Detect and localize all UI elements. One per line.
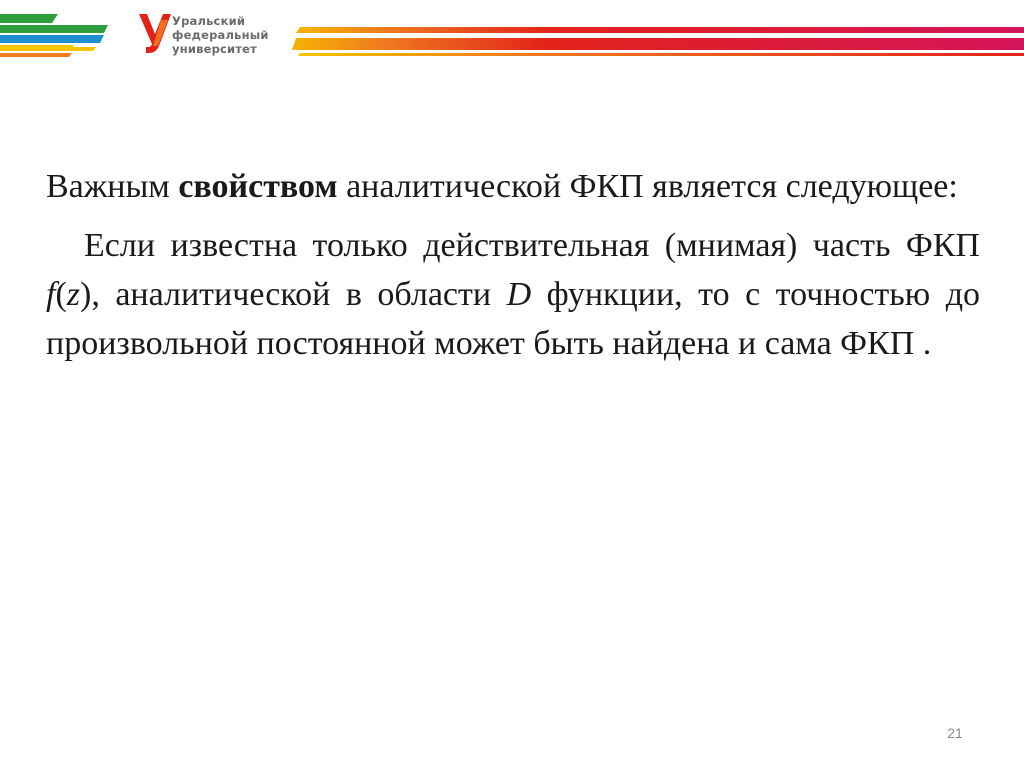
logo-mark-icon: [137, 12, 177, 54]
p2-paren-open: (: [55, 276, 67, 313]
header-banner: [0, 0, 1024, 80]
p2-text-2: ), аналитической в области: [80, 276, 507, 313]
logo-text: [172, 14, 269, 56]
paragraph-1: [46, 162, 980, 211]
page-number: 21: [947, 725, 963, 741]
p2-domain-d: D: [506, 276, 532, 313]
p1-bold-term: свойством: [178, 168, 338, 205]
slide-content: [46, 162, 980, 368]
logo-line-3: университет: [172, 42, 258, 56]
p2-function-f: f: [46, 276, 56, 313]
p2-variable-z: z: [66, 276, 81, 313]
logo-line-1: Уральский: [172, 14, 246, 28]
p1-text-start: Важным: [46, 168, 179, 205]
paragraph-2: [46, 221, 980, 368]
p1-text-end: аналитической ФКП является следующее:: [337, 168, 958, 205]
logo-line-2: федеральный: [172, 28, 269, 42]
p2-text-3: функции, то с точностью до произвольной постоянной может быть найдена и сама ФКП .: [46, 276, 981, 362]
p2-text-1: Если известна только действительная (мнимая) часть ФКП: [84, 227, 980, 264]
